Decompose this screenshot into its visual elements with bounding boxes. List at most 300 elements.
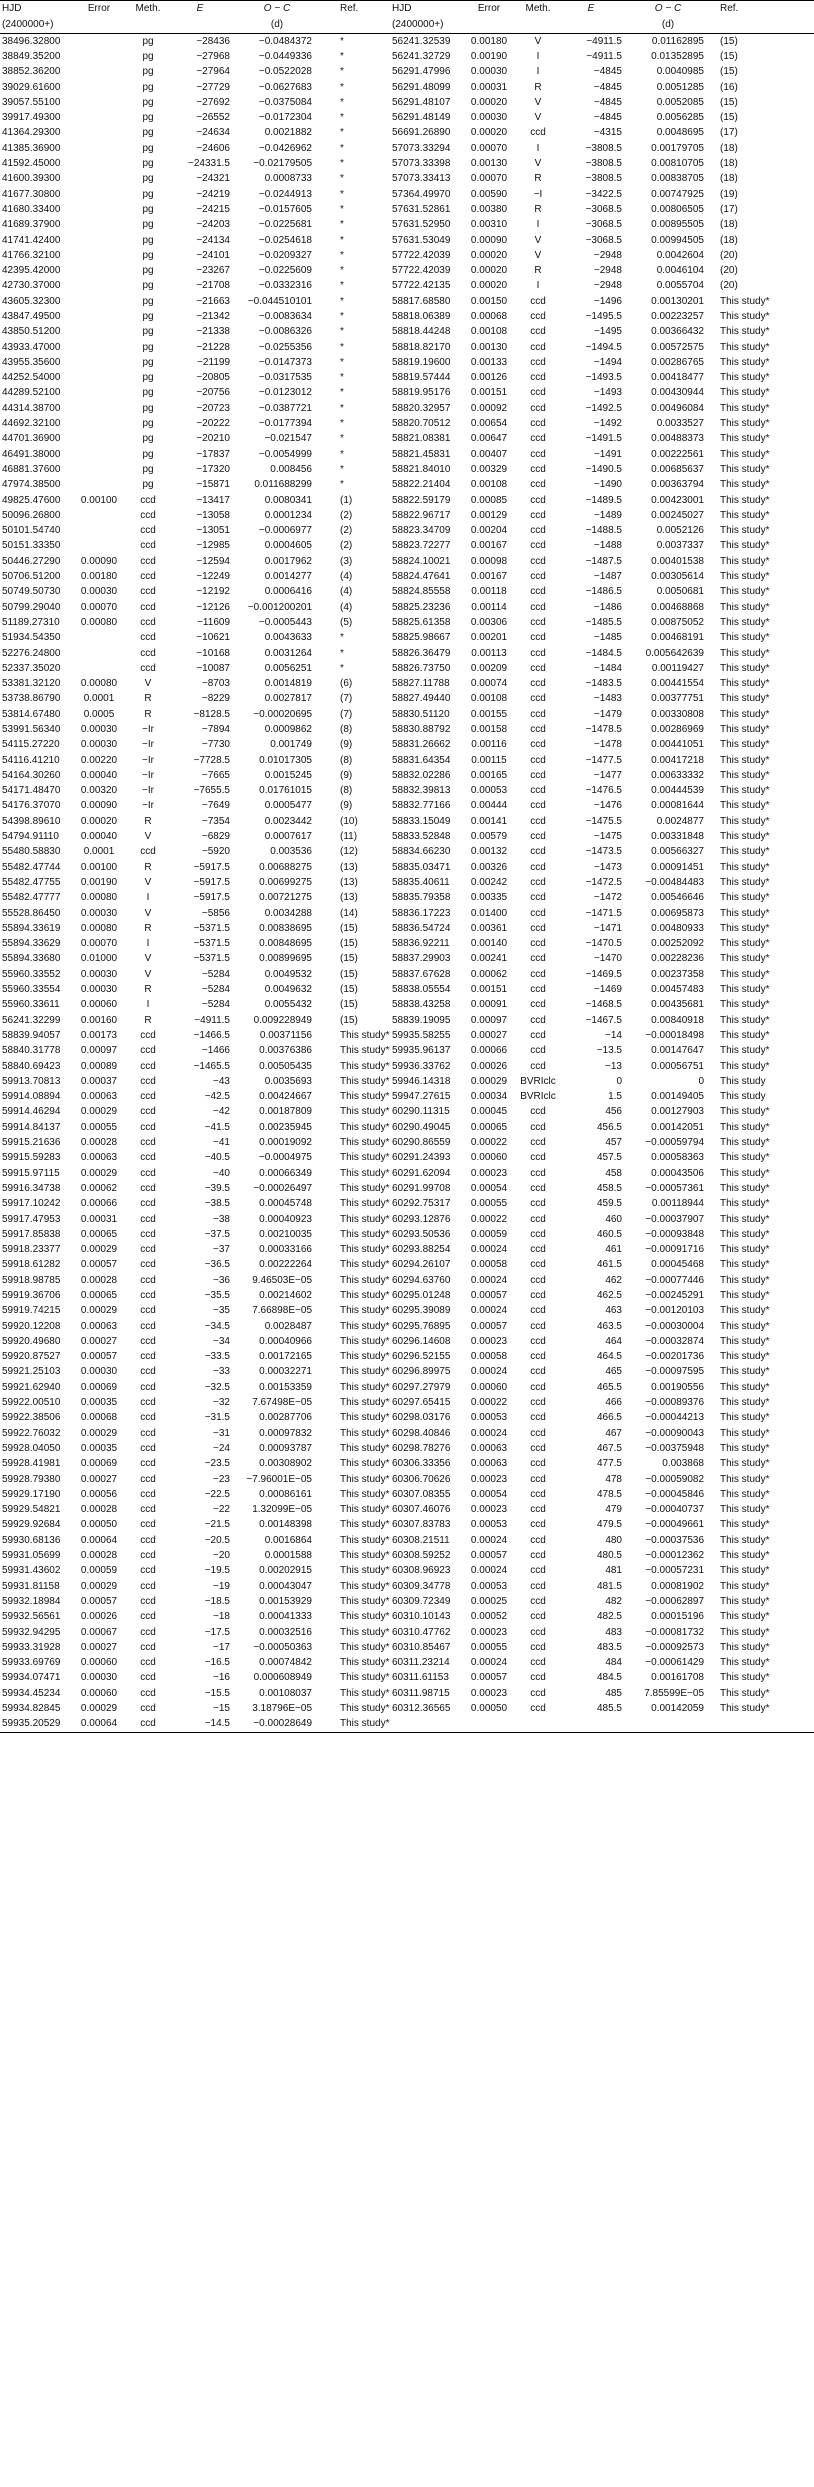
cell-epoch: −7354 xyxy=(201,815,230,827)
cell-o-minus-c: 3.18796E−05 xyxy=(252,1703,312,1714)
cell-error xyxy=(70,187,128,202)
cell-method: ccd xyxy=(530,1289,546,1301)
cell-reference: This study* xyxy=(720,1045,770,1057)
cell-o-minus-c: 0.00245027 xyxy=(651,509,704,521)
cell-reference: * xyxy=(340,35,344,47)
cell-o-minus-c: 0.00848695 xyxy=(259,938,312,950)
cell-epoch: −1466 xyxy=(201,1045,230,1057)
cell-method: ccd xyxy=(530,463,546,475)
cell-o-minus-c: −0.0627683 xyxy=(258,81,312,93)
cell-epoch: −3068.5 xyxy=(585,203,622,215)
cell-error xyxy=(70,279,128,294)
cell-error: 0.00160 xyxy=(80,1014,118,1026)
cell-o-minus-c: −0.0375084 xyxy=(258,96,312,108)
cell-error: 0.00066 xyxy=(470,1045,508,1057)
table-row xyxy=(0,263,814,278)
cell-hjd: 55482.47755 xyxy=(2,876,61,888)
table-row xyxy=(0,1564,814,1579)
cell-method: I xyxy=(536,280,540,292)
cell-hjd: 58839.19095 xyxy=(392,1014,451,1026)
cell-hjd: 41592.45000 xyxy=(2,158,61,170)
table-row xyxy=(0,371,814,386)
cell-hjd: 59918.23377 xyxy=(2,1244,61,1256)
cell-epoch: −8128.5 xyxy=(193,708,230,720)
cell-error xyxy=(70,95,128,110)
cell-error: 0.00024 xyxy=(470,1657,508,1669)
cell-error xyxy=(70,263,128,278)
cell-hjd: 58832.02286 xyxy=(392,769,451,781)
cell-hjd: 59934.82845 xyxy=(2,1703,61,1714)
cell-error: 0.00063 xyxy=(80,1152,118,1164)
cell-reference: (18) xyxy=(720,142,738,154)
cell-error: 0.00035 xyxy=(80,1442,118,1454)
cell-epoch: −24606 xyxy=(196,142,230,154)
cell-reference: This study* xyxy=(340,1458,390,1470)
cell-error: 0.00090 xyxy=(470,234,508,246)
cell-method: ccd xyxy=(530,1137,546,1149)
cell-o-minus-c: −0.0054999 xyxy=(258,448,312,460)
cell-o-minus-c: 0.000608949 xyxy=(253,1672,312,1684)
cell-method: ccd xyxy=(530,861,546,873)
cell-method: ccd xyxy=(530,1703,546,1714)
cell-method: ccd xyxy=(530,876,546,888)
cell-reference: This study* xyxy=(340,1366,390,1378)
cell-o-minus-c: −0.00062897 xyxy=(645,1595,704,1607)
cell-method: ccd xyxy=(530,1014,546,1026)
cell-o-minus-c: 0.00695873 xyxy=(651,907,704,919)
cell-hjd: 57722.42039 xyxy=(392,265,451,277)
cell-epoch: −14.5 xyxy=(168,1717,240,1733)
cell-epoch: 478.5 xyxy=(596,1488,622,1500)
cell-method: ccd xyxy=(140,1182,156,1194)
cell-error: 0.00100 xyxy=(80,861,118,873)
cell-hjd: 58836.17223 xyxy=(392,907,451,919)
cell-o-minus-c: −0.0004975 xyxy=(258,1152,312,1164)
cell-o-minus-c: −0.0244913 xyxy=(258,188,312,200)
cell-o-minus-c: 0.00488373 xyxy=(651,433,704,445)
cell-hjd: 41689.37900 xyxy=(2,219,61,231)
cell-method: ccd xyxy=(530,1473,546,1485)
cell-epoch: −1476.5 xyxy=(585,785,622,797)
cell-error: 0.00114 xyxy=(471,601,507,613)
cell-epoch: −2948 xyxy=(593,265,622,277)
cell-method: ccd xyxy=(530,1029,546,1041)
cell-epoch: −22.5 xyxy=(204,1488,230,1500)
cell-epoch: −17.5 xyxy=(204,1626,230,1638)
cell-epoch: −20222 xyxy=(196,418,230,430)
table-row xyxy=(0,1457,814,1472)
cell-error xyxy=(70,661,128,676)
cell-error: 0.00180 xyxy=(80,571,118,583)
cell-error: 0.00361 xyxy=(470,922,508,934)
cell-error: 0.00057 xyxy=(80,1351,118,1363)
cell-hjd: 41677.30800 xyxy=(2,188,61,200)
cell-hjd: 60308.96923 xyxy=(392,1565,451,1577)
cell-error: 0.00023 xyxy=(470,1335,508,1347)
cell-epoch: −12126 xyxy=(196,601,230,613)
cell-method: ccd xyxy=(530,295,546,307)
cell-error xyxy=(70,141,128,156)
cell-reference: This study* xyxy=(720,571,770,583)
cell-epoch: −1494.5 xyxy=(585,341,622,353)
cell-hjd: 59929.17190 xyxy=(2,1488,61,1500)
cell-epoch: −5371.5 xyxy=(193,938,230,950)
cell-reference: This study* xyxy=(318,1717,390,1733)
cell-error: 0.00050 xyxy=(470,1703,508,1714)
cell-hjd: 59931.05699 xyxy=(2,1550,61,1562)
cell-epoch: −7655.5 xyxy=(193,785,230,797)
cell-o-minus-c: 0.0014277 xyxy=(264,571,312,583)
cell-hjd: 59920.87527 xyxy=(2,1351,61,1363)
cell-epoch: −37 xyxy=(213,1244,230,1256)
cell-epoch: −1490 xyxy=(593,479,622,491)
cell-method: ccd xyxy=(530,1152,546,1164)
cell-reference: This study* xyxy=(720,494,770,506)
cell-epoch: −4845 xyxy=(593,81,622,93)
cell-hjd: 55482.47744 xyxy=(2,861,61,873)
cell-method: ccd xyxy=(530,1672,546,1684)
cell-hjd: 57631.52950 xyxy=(392,219,451,231)
header-o-minus-c: O − C xyxy=(240,1,318,18)
cell-reference: This study* xyxy=(720,708,770,720)
cell-o-minus-c: 0.00066349 xyxy=(259,1167,312,1179)
cell-error: 0.00063 xyxy=(470,1442,508,1454)
cell-o-minus-c: −0.00028649 xyxy=(240,1717,318,1733)
cell-reference: (15) xyxy=(340,922,358,934)
cell-epoch: −1491.5 xyxy=(585,433,622,445)
cell-hjd: 60295.01248 xyxy=(392,1289,451,1301)
table-row xyxy=(0,1380,814,1395)
cell-error: 0.00022 xyxy=(470,1213,508,1225)
cell-method: ccd xyxy=(140,555,156,567)
cell-o-minus-c: 0.00091451 xyxy=(651,861,704,873)
cell-hjd: 58820.70512 xyxy=(392,418,451,430)
cell-hjd: 59920.49680 xyxy=(2,1335,61,1347)
cell-reference: This study* xyxy=(340,1320,390,1332)
cell-reference: (15) xyxy=(340,968,358,980)
cell-hjd: 51189.27310 xyxy=(2,616,60,628)
cell-hjd: 58818.06389 xyxy=(392,310,451,322)
cell-error: 0.00030 xyxy=(470,66,508,78)
cell-o-minus-c: −0.00120103 xyxy=(645,1305,704,1317)
cell-epoch: −3422.5 xyxy=(585,188,622,200)
cell-epoch: −20.5 xyxy=(204,1534,230,1546)
cell-error: 0.00057 xyxy=(80,1595,118,1607)
cell-epoch: −1492.5 xyxy=(585,402,622,414)
cell-method: ccd xyxy=(530,1244,546,1256)
cell-method: ccd xyxy=(128,1717,168,1733)
cell-hjd: 55960.33554 xyxy=(2,984,61,996)
header-row xyxy=(0,1,814,18)
cell-o-minus-c: −0.00037536 xyxy=(645,1534,704,1546)
cell-hjd: 58819.95176 xyxy=(392,387,451,399)
cell-epoch: −21.5 xyxy=(204,1519,230,1531)
table-row xyxy=(0,631,814,646)
table-row xyxy=(0,95,814,110)
cell-method: ccd xyxy=(530,1488,546,1500)
cell-hjd: 57073.33413 xyxy=(392,173,451,185)
cell-error xyxy=(70,202,128,217)
cell-o-minus-c: 0.00468191 xyxy=(651,632,704,644)
table-row xyxy=(0,1487,814,1502)
cell-reference: This study xyxy=(720,1091,766,1103)
cell-reference: (20) xyxy=(720,249,738,261)
cell-method: ccd xyxy=(140,1381,156,1393)
cell-epoch: −24215 xyxy=(196,203,230,215)
cell-o-minus-c: 0.01162895 xyxy=(651,35,704,47)
cell-o-minus-c: 0.0037337 xyxy=(656,540,704,552)
cell-method: R xyxy=(534,265,542,277)
cell-o-minus-c: −0.0449336 xyxy=(258,50,312,62)
cell-epoch: −8703 xyxy=(201,678,230,690)
table-row xyxy=(0,447,814,462)
cell-hjd: 50101.54740 xyxy=(2,525,61,537)
cell-hjd: 50446.27290 xyxy=(2,555,61,567)
cell-method: V xyxy=(144,831,152,843)
table-row xyxy=(0,1533,814,1548)
cell-error: 0.00204 xyxy=(470,525,508,537)
cell-hjd: 60295.39089 xyxy=(392,1305,451,1317)
cell-o-minus-c: 0.00688275 xyxy=(259,861,312,873)
cell-hjd: 57722.42135 xyxy=(392,280,451,292)
cell-method: ccd xyxy=(140,662,156,674)
cell-error: 0.00065 xyxy=(80,1289,118,1301)
cell-error: 0.00090 xyxy=(80,800,118,812)
cell-o-minus-c: 0.0021882 xyxy=(264,127,312,139)
cell-hjd: 59933.69769 xyxy=(2,1657,61,1669)
cell-epoch: −36.5 xyxy=(204,1259,230,1271)
cell-error: 0.00028 xyxy=(80,1137,118,1149)
cell-reference: This study* xyxy=(720,968,770,980)
cell-epoch: −16 xyxy=(213,1672,230,1684)
cell-hjd: 58838.43258 xyxy=(392,999,451,1011)
cell-reference: This study* xyxy=(720,310,770,322)
cell-epoch: −34.5 xyxy=(204,1320,230,1332)
cell-error: 0.00064 xyxy=(80,1534,118,1546)
cell-reference: (16) xyxy=(720,81,738,93)
cell-method: pg xyxy=(142,310,154,322)
cell-method: pg xyxy=(142,433,154,445)
cell-epoch: −1477 xyxy=(593,769,622,781)
cell-o-minus-c: 0.0056285 xyxy=(656,112,704,124)
cell-reference: This study* xyxy=(720,647,770,659)
cell-reference: This study* xyxy=(340,1106,390,1118)
cell-o-minus-c: 0.00441554 xyxy=(651,678,704,690)
table-body xyxy=(0,34,814,1733)
cell-reference: (5) xyxy=(340,616,353,628)
cell-method: ccd xyxy=(530,968,546,980)
cell-error: 0.0005 xyxy=(83,708,115,720)
cell-error: 0.00064 xyxy=(70,1717,128,1733)
cell-epoch: −24219 xyxy=(196,188,230,200)
cell-o-minus-c: 0.00376386 xyxy=(259,1045,312,1057)
cell-method: V xyxy=(534,158,542,170)
cell-reference: This study* xyxy=(720,356,770,368)
cell-reference: (1) xyxy=(340,494,353,506)
cell-error: 0.00067 xyxy=(80,1626,118,1638)
cell-method: ccd xyxy=(530,831,546,843)
cell-o-minus-c: 0.00252092 xyxy=(651,938,704,950)
header-method xyxy=(128,17,168,34)
cell-method: R xyxy=(144,708,152,720)
cell-epoch: −1490.5 xyxy=(585,463,622,475)
cell-error: 0.00097 xyxy=(80,1045,118,1057)
cell-error: 0.00089 xyxy=(80,1060,118,1072)
cell-reference: (13) xyxy=(340,876,358,888)
cell-error: 0.00030 xyxy=(80,724,118,735)
cell-error: 0.00320 xyxy=(80,785,118,797)
cell-error: 0.00027 xyxy=(470,1029,508,1041)
cell-reference: This study* xyxy=(720,724,770,735)
cell-method: pg xyxy=(142,265,154,277)
cell-method: ccd xyxy=(140,1137,156,1149)
cell-epoch: 465 xyxy=(605,1366,622,1378)
table-row xyxy=(0,1717,814,1733)
cell-hjd: 57364.49970 xyxy=(392,188,451,200)
table-row xyxy=(0,65,814,80)
cell-hjd: 42395.42000 xyxy=(2,265,61,277)
cell-hjd: 60307.08355 xyxy=(392,1488,451,1500)
cell-method: −Ir xyxy=(142,754,154,766)
cell-hjd: 58827.11788 xyxy=(392,678,450,690)
cell-reference: This study* xyxy=(720,678,770,690)
cell-epoch: −15.5 xyxy=(204,1687,230,1699)
cell-hjd: 58830.88792 xyxy=(392,724,451,735)
cell-method: ccd xyxy=(530,1641,546,1653)
cell-error: 0.00057 xyxy=(470,1550,508,1562)
cell-reference: * xyxy=(340,265,344,277)
cell-hjd: 43847.49500 xyxy=(2,310,61,322)
cell-reference: This study* xyxy=(340,1427,390,1439)
table-row xyxy=(0,799,814,814)
cell-method: ccd xyxy=(140,647,156,659)
cell-epoch: −1472 xyxy=(593,892,622,904)
cell-hjd: 59928.79380 xyxy=(2,1473,61,1485)
cell-reference: This study* xyxy=(720,1550,770,1562)
cell-method: ccd xyxy=(530,127,546,139)
cell-hjd: 58831.64354 xyxy=(392,754,451,766)
cell-method: ccd xyxy=(140,616,156,628)
cell-reference: (20) xyxy=(720,265,738,277)
cell-reference: (9) xyxy=(340,769,353,781)
cell-reference: * xyxy=(340,647,344,659)
cell-method: −Ir xyxy=(142,769,154,781)
cell-reference: (15) xyxy=(340,1014,358,1026)
table-row xyxy=(0,1441,814,1456)
cell-reference: This study* xyxy=(720,1121,770,1133)
cell-epoch: −5920 xyxy=(201,846,230,858)
cell-reference: This study* xyxy=(720,1274,770,1286)
cell-method: ccd xyxy=(530,1228,546,1240)
cell-method: pg xyxy=(142,96,154,108)
cell-error xyxy=(70,539,128,554)
cell-o-minus-c: −0.00059082 xyxy=(645,1473,704,1485)
cell-epoch: −27964 xyxy=(196,66,230,78)
cell-hjd: 60297.65415 xyxy=(392,1397,451,1409)
cell-method: ccd xyxy=(140,1091,156,1103)
cell-error: 0.00116 xyxy=(471,739,507,751)
cell-epoch: −40.5 xyxy=(204,1152,230,1164)
cell-error: 0.00108 xyxy=(470,326,508,338)
cell-epoch: 485.5 xyxy=(596,1703,622,1714)
cell-epoch: −7649 xyxy=(201,800,230,812)
cell-o-minus-c: −0.021547 xyxy=(264,433,312,445)
cell-o-minus-c: 0.00032271 xyxy=(259,1366,312,1378)
cell-epoch xyxy=(558,1717,630,1733)
cell-epoch: 484.5 xyxy=(596,1672,622,1684)
cell-reference: This study* xyxy=(720,953,770,965)
cell-reference: * xyxy=(340,50,344,62)
cell-error: 0.00052 xyxy=(470,1611,508,1623)
cell-method: pg xyxy=(142,35,154,47)
cell-o-minus-c: −0.001200201 xyxy=(247,601,312,613)
cell-o-minus-c: −0.00375948 xyxy=(645,1442,704,1454)
cell-epoch: 480 xyxy=(605,1534,622,1546)
cell-hjd: 56291.48149 xyxy=(392,112,451,124)
table-row xyxy=(0,615,814,630)
cell-hjd: 39057.55100 xyxy=(2,96,61,108)
cell-o-minus-c: 0.0055704 xyxy=(656,280,704,292)
cell-reference: This study* xyxy=(720,1427,770,1439)
cell-reference: This study* xyxy=(720,1703,770,1714)
cell-hjd: 59934.45234 xyxy=(2,1687,61,1699)
cell-hjd: 59933.31928 xyxy=(2,1641,61,1653)
cell-epoch: −1469 xyxy=(593,984,622,996)
cell-epoch: −22 xyxy=(213,1504,230,1516)
cell-epoch: −27692 xyxy=(196,96,230,108)
cell-method: ccd xyxy=(530,571,546,583)
cell-reference: This study* xyxy=(720,831,770,843)
cell-method: ccd xyxy=(140,846,156,858)
cell-o-minus-c: 0.00423001 xyxy=(651,494,704,506)
cell-reference: (2) xyxy=(340,540,353,552)
cell-epoch: 483.5 xyxy=(596,1641,622,1653)
cell-method: pg xyxy=(142,463,154,475)
cell-error: 0.00022 xyxy=(470,1137,508,1149)
cell-reference: (10) xyxy=(340,815,358,827)
cell-method: ccd xyxy=(530,1595,546,1607)
cell-hjd: 59929.92684 xyxy=(2,1519,61,1531)
cell-method: ccd xyxy=(530,1427,546,1439)
cell-o-minus-c: 0.01761015 xyxy=(259,785,312,797)
cell-epoch: −21199 xyxy=(197,356,230,368)
cell-epoch: −1493 xyxy=(593,387,622,399)
cell-hjd: 56291.48099 xyxy=(392,81,451,93)
cell-method: ccd xyxy=(530,1366,546,1378)
table-row xyxy=(0,768,814,783)
cell-epoch: −3068.5 xyxy=(585,219,622,231)
cell-o-minus-c: −0.00012362 xyxy=(645,1550,704,1562)
cell-epoch: 459.5 xyxy=(596,1198,622,1210)
cell-method: ccd xyxy=(530,1657,546,1669)
cell-method: R xyxy=(144,1014,152,1026)
table-header xyxy=(0,1,814,34)
cell-reference: (18) xyxy=(720,234,738,246)
cell-o-minus-c: −0.02179505 xyxy=(253,158,312,170)
cell-reference: This study* xyxy=(340,1060,390,1072)
cell-epoch: −1483.5 xyxy=(585,678,622,690)
table-row xyxy=(0,569,814,584)
cell-reference: * xyxy=(340,463,344,475)
cell-epoch: −3808.5 xyxy=(585,158,622,170)
cell-method: ccd xyxy=(530,601,546,613)
table-row xyxy=(0,202,814,217)
cell-reference: This study* xyxy=(720,1458,770,1470)
cell-o-minus-c: 0.00058363 xyxy=(651,1152,704,1164)
cell-error: 0.00326 xyxy=(470,861,508,873)
header-hjd: HJD xyxy=(390,1,460,18)
cell-method: ccd xyxy=(140,1320,156,1332)
